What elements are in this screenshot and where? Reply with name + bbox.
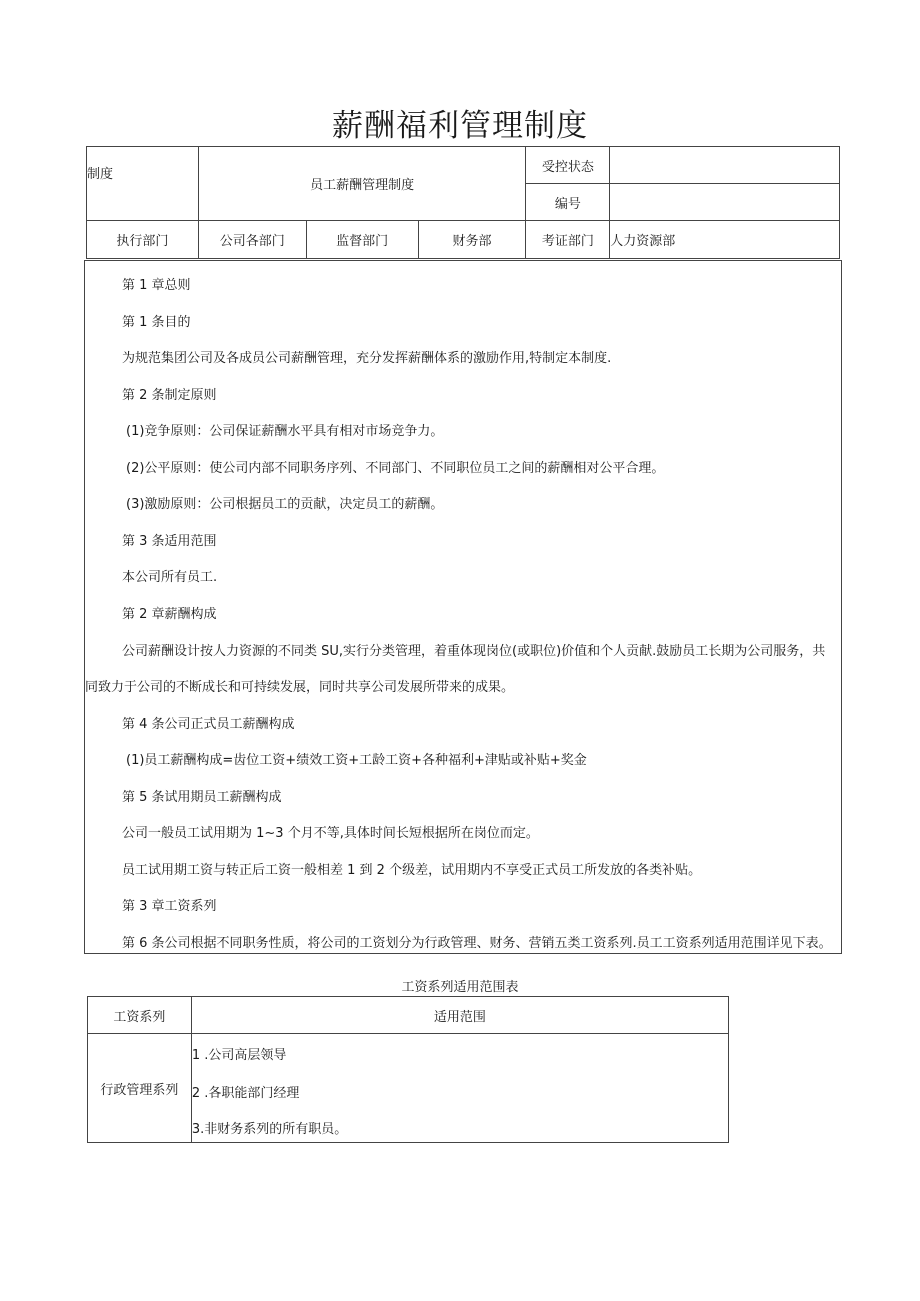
zhidu-label: 制度	[87, 147, 199, 221]
control-status-value	[610, 147, 840, 184]
article-5-heading: 第 5 条试用期员工薪酬构成	[122, 790, 282, 805]
header-table	[86, 146, 840, 259]
article-3-text: 本公司所有员工.	[122, 570, 218, 585]
article-3-heading: 第 3 条适用范围	[122, 534, 217, 549]
article-1-text: 为规范集团公司及各成员公司薪酬管理，充分发挥薪酬体系的激励作用,特制定本制度.	[122, 351, 612, 366]
principle-2: (2)公平原则：使公司内部不同职务序列、不同部门、不同职位员工之间的薪酬相对公平合理。	[126, 461, 665, 476]
article-1-heading: 第 1 条目的	[122, 315, 191, 330]
chapter-2-text-line1: 公司薪酬设计按人力资源的不同类 SU,实行分类管理，着重体现岗位(或职位)价值和个人贡献.鼓励员工长期为公司服务，共	[122, 644, 826, 659]
chapter-3-heading: 第 3 章工资系列	[122, 899, 217, 914]
control-status-label: 受控状态	[526, 147, 610, 184]
article-4-text: (1)员工薪酬构成=齿位工资+绩效工资+工龄工资+各种福利+津贴或补贴+奖金	[126, 753, 587, 768]
policy-body	[84, 260, 842, 954]
principle-1: (1)竞争原则：公司保证薪酬水平具有相对市场竞争力。	[126, 424, 444, 439]
article-5-text-1: 公司一般员工试用期为 1~3 个月不等,具体时间长短根据所在岗位而定。	[122, 826, 539, 841]
scope-item: 2 .各职能部门经理	[191, 1086, 300, 1101]
exec-dept-value: 公司各部门	[198, 221, 306, 259]
article-2-heading: 第 2 条制定原则	[122, 388, 217, 403]
range-table	[87, 996, 729, 1143]
article-6-text: 第 6 条公司根据不同职务性质，将公司的工资划分为行政管理、财务、营销五类工资系列.员工工资系列适用范围详见下表。	[122, 936, 832, 951]
number-label: 编号	[526, 184, 610, 221]
scope-item: 3.非财务系列的所有职员。	[191, 1122, 348, 1137]
chapter-1-heading: 第 1 章总则	[122, 278, 191, 293]
article-5-text-2: 员工试用期工资与转正后工资一般相差 1 到 2 个级差，试用期内不享受正式员工所发放的各类补贴。	[122, 863, 702, 878]
chapter-2-text-line2: 同致力于公司的不断成长和可持续发展，同时共享公司发展所带来的成果。	[85, 680, 515, 695]
scope-admin	[191, 1034, 728, 1143]
supervise-dept-value: 财务部	[418, 221, 526, 259]
principle-3: (3)激励原则：公司根据员工的贡献，决定员工的薪酬。	[126, 497, 444, 512]
zhidu-name: 员工薪酬管理制度	[198, 147, 526, 221]
verify-dept-label: 考证部门	[526, 221, 610, 259]
number-value	[610, 184, 840, 221]
col-header-scope: 适用范围	[191, 997, 728, 1034]
verify-dept-value: 人力资源部	[610, 221, 840, 259]
supervise-dept-label: 监督部门	[306, 221, 418, 259]
document-title: 薪酬福利管理制度	[332, 108, 588, 144]
col-header-series: 工资系列	[88, 997, 192, 1034]
series-admin: 行政管理系列	[88, 1034, 192, 1143]
range-table-caption: 工资系列适用范围表	[401, 980, 519, 995]
chapter-2-heading: 第 2 章薪酬构成	[122, 607, 217, 622]
exec-dept-label: 执行部门	[87, 221, 199, 259]
scope-item: 1 .公司高层领导	[191, 1048, 287, 1063]
article-4-heading: 第 4 条公司正式员工薪酬构成	[122, 717, 295, 732]
